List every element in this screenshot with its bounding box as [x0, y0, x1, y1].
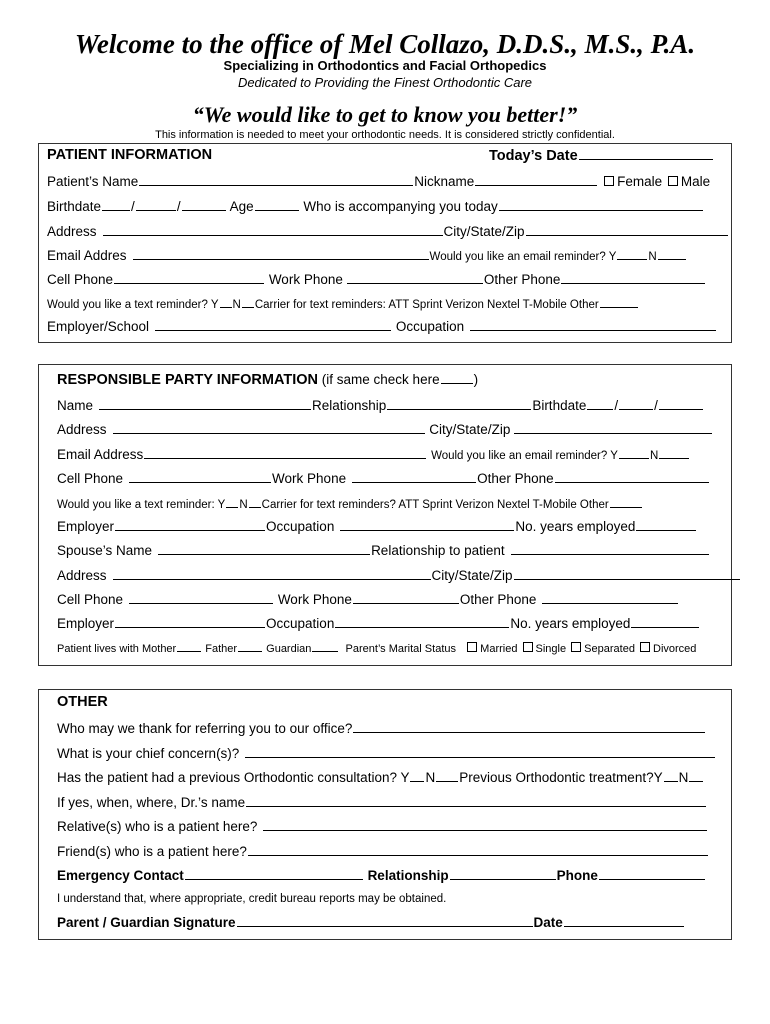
practice-tagline: Dedicated to Providing the Finest Orthodontic Care	[237, 75, 533, 90]
text-reminder-yes-field[interactable]	[220, 295, 232, 308]
chief-concern-field[interactable]	[245, 745, 715, 758]
spouse-occupation-label: Occupation	[266, 616, 335, 631]
email-field[interactable]	[133, 247, 429, 260]
rp-birth-year-field[interactable]	[659, 397, 703, 410]
rp-relationship-field[interactable]	[387, 397, 531, 410]
rp-text-reminder-yes-field[interactable]	[226, 495, 238, 508]
spouse-name-field[interactable]	[158, 542, 370, 555]
emergency-phone-field[interactable]	[599, 867, 705, 880]
work-phone-label: Work Phone	[268, 272, 343, 287]
divorced-label: Divorced	[653, 643, 697, 655]
rp-occupation-label: Occupation	[266, 519, 335, 534]
rp-carrier-other-field[interactable]	[610, 495, 642, 508]
rp-city-state-zip-field[interactable]	[514, 421, 712, 434]
relative-patient-label: Relative(s) who is a patient here?	[57, 819, 258, 834]
carrier-label: Carrier for text reminders: ATT Sprint Verizon Nextel T-Mobile Other	[254, 299, 599, 311]
date-separator: /	[614, 398, 619, 413]
no-label: N	[239, 499, 248, 511]
divorced-checkbox[interactable]	[640, 642, 650, 652]
date-separator: /	[131, 199, 135, 214]
accompanying-label: Who is accompanying you today	[303, 199, 498, 214]
credit-bureau-notice: I understand that, where appropriate, credit bureau reports may be obtained.	[57, 893, 447, 905]
rp-occupation-field[interactable]	[340, 518, 514, 531]
rp-cell-phone-field[interactable]	[129, 470, 271, 483]
confidential-note: This information is needed to meet your orthodontic needs. It is considered strictly confidential.	[155, 129, 615, 141]
female-label: Female	[617, 174, 663, 189]
emergency-relationship-field[interactable]	[450, 867, 556, 880]
occupation-label: Occupation	[395, 319, 465, 334]
single-checkbox[interactable]	[523, 642, 533, 652]
spouse-work-phone-field[interactable]	[353, 591, 459, 604]
rp-birth-month-field[interactable]	[587, 397, 613, 410]
referral-field[interactable]	[353, 720, 705, 733]
signature-label: Parent / Guardian Signature	[57, 915, 236, 930]
birth-year-field[interactable]	[182, 198, 226, 211]
birth-day-field[interactable]	[136, 198, 176, 211]
rp-other-phone-field[interactable]	[555, 470, 709, 483]
accompanying-field[interactable]	[499, 198, 703, 211]
rp-work-phone-field[interactable]	[352, 470, 476, 483]
lives-with-mother-field[interactable]	[177, 639, 201, 652]
if-same-field[interactable]	[441, 371, 473, 384]
female-checkbox[interactable]	[604, 176, 614, 186]
text-reminder-no-field[interactable]	[242, 295, 254, 308]
lives-with-mother-label: Patient lives with Mother	[57, 643, 177, 655]
rp-name-field[interactable]	[99, 397, 311, 410]
spouse-other-phone-label: Other Phone	[459, 592, 537, 607]
responsible-section-heading: RESPONSIBLE PARTY INFORMATION	[57, 372, 319, 388]
spouse-city-state-zip-label: City/State/Zip	[431, 568, 513, 583]
rp-email-label: Email Address	[57, 447, 144, 462]
email-reminder-yes-field[interactable]	[617, 247, 647, 260]
rp-text-reminder-no-field[interactable]	[249, 495, 261, 508]
employer-school-label: Employer/School	[47, 319, 150, 334]
date-separator: /	[654, 398, 658, 413]
rp-email-field[interactable]	[144, 446, 426, 459]
signature-field[interactable]	[237, 914, 533, 927]
no-label: N	[425, 770, 436, 785]
rp-email-reminder-no-field[interactable]	[659, 446, 689, 459]
spouse-city-state-zip-field[interactable]	[514, 567, 740, 580]
single-label: Single	[535, 643, 567, 655]
spouse-other-phone-field[interactable]	[542, 591, 678, 604]
spouse-years-employed-label: No. years employed	[510, 616, 631, 631]
age-field[interactable]	[255, 198, 299, 211]
welcome-quote: “We would like to get to know you better!”	[192, 102, 578, 127]
rp-birth-day-field[interactable]	[619, 397, 653, 410]
city-state-zip-label: City/State/Zip	[443, 224, 525, 239]
occupation-field[interactable]	[470, 318, 716, 331]
other-section	[38, 689, 732, 940]
cell-phone-label: Cell Phone	[47, 272, 114, 287]
date-separator: /	[176, 199, 181, 214]
other-phone-field[interactable]	[561, 271, 705, 284]
guardian-label: Guardian	[266, 643, 312, 655]
rp-work-phone-label: Work Phone	[272, 471, 347, 486]
relationship-to-patient-field[interactable]	[511, 542, 709, 555]
relationship-to-patient-label: Relationship to patient	[371, 543, 505, 558]
relative-patient-field[interactable]	[263, 818, 707, 831]
spouse-address-field[interactable]	[113, 567, 431, 580]
marital-status-label: Parent’s Marital Status	[345, 643, 456, 655]
rp-email-reminder-yes-field[interactable]	[619, 446, 649, 459]
rp-relationship-label: Relationship	[312, 398, 387, 413]
spouse-cell-phone-label: Cell Phone	[57, 592, 124, 607]
referral-label: Who may we thank for referring you to our office?	[57, 721, 353, 736]
separated-checkbox[interactable]	[571, 642, 581, 652]
rp-birthdate-label: Birthdate	[532, 398, 587, 413]
other-section-heading: OTHER	[57, 694, 108, 710]
spouse-cell-phone-field[interactable]	[129, 591, 273, 604]
if-same-label: (if same check here	[321, 372, 440, 387]
father-label: Father	[205, 643, 238, 655]
rp-employer-field[interactable]	[115, 518, 265, 531]
chief-concern-label: What is your chief concern(s)?	[57, 746, 240, 761]
todays-date-field[interactable]	[579, 147, 713, 160]
address-field[interactable]	[103, 223, 443, 236]
rp-name-label: Name	[57, 398, 94, 413]
rp-address-label: Address	[57, 422, 107, 437]
no-label: N	[648, 251, 657, 263]
nickname-label: Nickname	[414, 174, 475, 189]
employer-school-field[interactable]	[155, 318, 391, 331]
father-field[interactable]	[238, 639, 262, 652]
address-label: Address	[47, 224, 97, 239]
previous-consultation-label: Has the patient had a previous Orthodontic consultation? Y	[57, 770, 410, 785]
city-state-zip-field[interactable]	[526, 223, 728, 236]
other-phone-label: Other Phone	[483, 272, 561, 287]
consultation-yes-field[interactable]	[410, 769, 424, 782]
previous-treatment-label: Previous Orthodontic treatment?Y	[459, 770, 663, 785]
work-phone-field[interactable]	[347, 271, 483, 284]
email-reminder-no-field[interactable]	[658, 247, 686, 260]
male-checkbox[interactable]	[668, 176, 678, 186]
text-reminder-label: Would you like a text reminder? Y	[47, 299, 219, 311]
emergency-contact-label: Emergency Contact	[57, 868, 184, 883]
separated-label: Separated	[584, 643, 635, 655]
emergency-contact-field[interactable]	[185, 867, 363, 880]
treatment-no-field[interactable]	[689, 769, 703, 782]
spouse-name-label: Spouse’s Name	[57, 543, 153, 558]
signature-date-field[interactable]	[564, 914, 684, 927]
guardian-field[interactable]	[312, 639, 338, 652]
rp-years-employed-field[interactable]	[636, 518, 696, 531]
spouse-work-phone-label: Work Phone	[277, 592, 352, 607]
friend-patient-label: Friend(s) who is a patient here?	[57, 844, 247, 859]
patient-name-label: Patient’s Name	[47, 174, 139, 189]
rp-other-phone-label: Other Phone	[477, 471, 554, 486]
rp-city-state-zip-label: City/State/Zip	[429, 422, 511, 437]
married-label: Married	[480, 643, 518, 655]
friend-patient-field[interactable]	[248, 843, 708, 856]
married-checkbox[interactable]	[467, 642, 477, 652]
emergency-phone-label: Phone	[556, 868, 598, 883]
no-label: N	[649, 450, 659, 462]
carrier-other-field[interactable]	[600, 295, 638, 308]
spouse-address-label: Address	[57, 568, 107, 583]
rp-address-field[interactable]	[113, 421, 425, 434]
rp-email-reminder-label: Would you like an email reminder? Y	[431, 450, 618, 462]
patient-name-field[interactable]	[139, 173, 413, 186]
no-label: N	[678, 770, 689, 785]
male-label: Male	[680, 174, 711, 189]
rp-years-employed-label: No. years employed	[515, 519, 636, 534]
birth-month-field[interactable]	[102, 198, 130, 211]
practice-subtitle: Specializing in Orthodontics and Facial Orthopedics	[223, 58, 547, 73]
birthdate-label: Birthdate	[47, 199, 102, 214]
patient-section-heading: PATIENT INFORMATION	[47, 147, 213, 163]
page-title: Welcome to the office of Mel Collazo, D.D.S., M.S., P.A.	[74, 29, 696, 59]
no-label: N	[232, 299, 241, 311]
spouse-employer-field[interactable]	[115, 615, 265, 628]
todays-date-label: Today’s Date	[489, 148, 578, 164]
signature-date-label: Date	[533, 915, 563, 930]
age-label: Age	[229, 199, 254, 214]
patient-information-section	[38, 143, 732, 343]
spouse-years-employed-field[interactable]	[631, 615, 699, 628]
responsible-party-section	[38, 364, 732, 666]
if-yes-label: If yes, when, where, Dr.’s name	[57, 795, 246, 810]
email-label: Email Addres	[47, 248, 127, 263]
email-reminder-label: Would you like an email reminder? Y	[429, 251, 617, 263]
if-yes-field[interactable]	[246, 794, 706, 807]
nickname-field[interactable]	[475, 173, 597, 186]
cell-phone-field[interactable]	[114, 271, 264, 284]
spouse-occupation-field[interactable]	[335, 615, 509, 628]
rp-employer-label: Employer	[57, 519, 115, 534]
spouse-employer-label: Employer	[57, 616, 115, 631]
consultation-no-field[interactable]	[436, 769, 458, 782]
close-paren: )	[473, 372, 479, 387]
emergency-relationship-label: Relationship	[367, 868, 449, 883]
rp-carrier-label: Carrier for text reminders? ATT Sprint Verizon Nextel T-Mobile Other	[261, 499, 609, 511]
rp-cell-phone-label: Cell Phone	[57, 471, 124, 486]
rp-text-reminder-label: Would you like a text reminder: Y	[57, 499, 226, 511]
treatment-yes-field[interactable]	[664, 769, 678, 782]
